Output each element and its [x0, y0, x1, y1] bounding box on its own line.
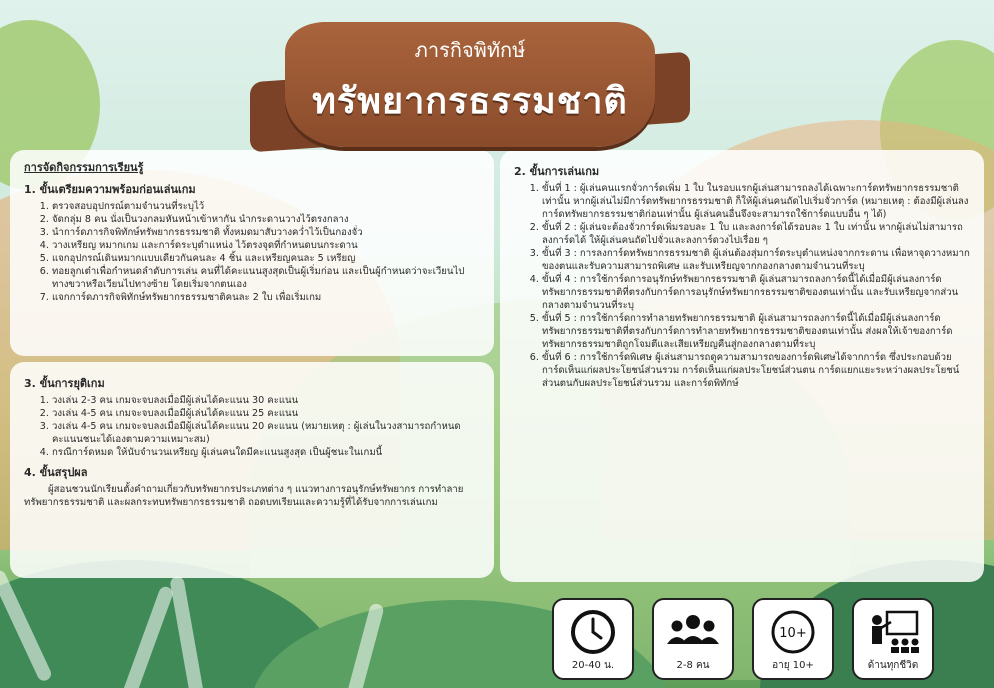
list-item: 7. แจกการ์ดภารกิจพิทักษ์ทรัพยากรธรรมชาติคนละ 2 ใบ เพื่อเริ่มเกม — [52, 291, 480, 304]
list-item: 5. ขั้นที่ 5 : การใช้การ์ดการทำลายทรัพยากรธรรมชาติ ผู้เล่นสามารถลงการ์ดนี้ได้เมื่อมีผู้เล่นลงการ์ดทรัพยากรธรรมชาติที่ตรงกับการ์ดการทำลายทรัพยากรธรรมชาติของตนเท่านั้น ส่งผลให้เจ้าของการ์ดทรัพยากรธรรมชาติถูกโจมตีและเสียเหรียญคืนสู่กองกลางตามที่ระบุ — [542, 312, 970, 351]
list-item: 3. ขั้นที่ 3 : การลงการ์ดทรัพยากรธรรมชาติ ผู้เล่นต้องสุ่มการ์ดระบุตำแหน่งจากกระดาน เพื่อหาจุดวางหมากของตนและรับความสามารถพิเศษ และรับเหรียญจากกองกลางตามจำนวนที่ระบุ — [542, 247, 970, 273]
info-cards — [552, 598, 934, 680]
title-banner — [250, 12, 690, 162]
list-item: 4. กรณีการ์ดหมด ให้นับจำนวนเหรียญ ผู้เล่นคนใดมีคะแนนสูงสุด เป็นผู้ชนะในเกมนี้ — [52, 446, 480, 459]
players-label: 2-8 คน — [676, 660, 710, 671]
age-label: อายุ 10+ — [772, 660, 814, 671]
list-item: 4. วางเหรียญ หมากเกม และการ์ดระบุตำแหน่ง ไว้ตรงจุดที่กำหนดบนกระดาน — [52, 239, 480, 252]
list-item: 1. วงเล่น 2-3 คน เกมจะจบลงเมื่อมีผู้เล่นได้คะแนน 30 คะแนน — [52, 394, 480, 407]
skill-card — [852, 598, 934, 680]
list-item: 5. แจกอุปกรณ์เดินหมากแบบเดียวกันคนละ 4 ชิ้น และเหรียญคนละ 5 เหรียญ — [52, 252, 480, 265]
ending-list — [24, 394, 480, 459]
banner-subtitle: ภารกิจพิทักษ์ — [414, 38, 526, 62]
age-icon — [754, 606, 832, 658]
list-item: 1. ขั้นที่ 1 : ผู้เล่นคนแรกจั่วการ์ดเพิ่ม 1 ใบ ในรอบแรกผู้เล่นสามารถลงได้เฉพาะการ์ดทรัพยากรธรรมชาติเท่านั้น หากผู้เล่นไม่มีการ์ดทรัพยากรธรรมชาติ ก็ให้ผู้เล่นคนถัดไปเริ่มจั่วการ์ด (หมายเหตุ : ต้องมีผู้เล่นลงการ์ดทรัพยากรธรรมชาติก่อนเท่านั้น ผู้เล่นคนอื่นจึงจะสามารถใช้การ์ดแบบอื่น ๆ ได้) — [542, 182, 970, 221]
panel-ending — [10, 362, 494, 578]
age-card — [752, 598, 834, 680]
list-item: 2. จัดกลุ่ม 8 คน นั่งเป็นวงกลมหันหน้าเข้าหากัน นำกระดานวางไว้ตรงกลาง — [52, 213, 480, 226]
summary-paragraph: ผู้สอนชวนนักเรียนตั้งคำถามเกี่ยวกับทรัพยากรประเภทต่าง ๆ แนวทางการอนุรักษ์ทรัพยากร การทำลายทรัพยากรธรรมชาติ และผลกระทบทรัพยากรธรรมชาติ ถอดบทเรียนและความรู้ที่ได้รับจากการเล่นเกม — [24, 484, 464, 508]
list-item: 4. ขั้นที่ 4 : การใช้การ์ดการอนุรักษ์ทรัพยากรธรรมชาติ ผู้เล่นสามารถลงการ์ดนี้ได้เมื่อมีผู้เล่นลงการ์ดทรัพยากรธรรมชาติที่ตรงกับการ์ดการอนุรักษ์ทรัพยากรธรรมชาติของตนเท่านั้น และรับเหรียญจากส่วนกลางตามจำนวนที่ระบุ — [542, 273, 970, 312]
list-item: 2. ขั้นที่ 2 : ผู้เล่นจะต้องจั่วการ์ดเพิ่มรอบละ 1 ใบ และลงการ์ดได้รอบละ 1 ใบ เท่านั้น หากผู้เล่นไม่สามารถลงการ์ดได้ ให้ผู้เล่นคนถัดไปจั่วและลงการ์ดวงไปเรื่อย ๆ — [542, 221, 970, 247]
section4-title: 4. ขั้นสรุปผล — [24, 466, 88, 479]
gameplay-list — [514, 182, 970, 390]
preparation-list — [24, 200, 480, 304]
list-item: 3. นำการ์ดภารกิจพิทักษ์ทรัพยากรธรรมชาติ ทั้งหมดมาสับวางคว่ำไว้เป็นกองจั่ว — [52, 226, 480, 239]
teacher-icon — [854, 606, 932, 658]
section1-title: 1. ขั้นเตรียมความพร้อมก่อนเล่นเกม — [24, 183, 196, 196]
age-badge-text: 10+ — [779, 626, 807, 641]
learning-activity-heading: การจัดกิจกรรมการเรียนรู้ — [24, 161, 144, 174]
list-item: 3. วงเล่น 4-5 คน เกมจะจบลงเมื่อมีผู้เล่นได้คะแนน 20 คะแนน (หมายเหตุ : ผู้เล่นในวงสามารถกำหนดคะแนนชนะได้เองตามความเหมาะสม) — [52, 420, 480, 446]
group-icon — [654, 606, 732, 658]
list-item: 2. วงเล่น 4-5 คน เกมจะจบลงเมื่อมีผู้เล่นได้คะแนน 25 คะแนน — [52, 407, 480, 420]
list-item: 6. ขั้นที่ 6 : การใช้การ์ดพิเศษ ผู้เล่นสามารถดูความสามารถของการ์ดพิเศษได้จากการ์ด ซึ่งประกอบด้วย การ์ดเห็นแก่ผลประโยชน์ส่วนรวม การ์ดเห็นแก่ผลประโยชน์ส่วนตน การ์ดแยกแยะระหว่างผลประโยชน์ส่วนตนกับผลประโยชน์ส่วนรวม และการ์ดพิทักษ์ — [542, 351, 970, 390]
section2-title: 2. ขั้นการเล่นเกม — [514, 165, 600, 178]
players-card — [652, 598, 734, 680]
clock-icon — [554, 606, 632, 658]
list-item: 1. ตรวจสอบอุปกรณ์ตามจำนวนที่ระบุไว้ — [52, 200, 480, 213]
duration-label: 20-40 น. — [571, 660, 615, 671]
section3-title: 3. ขั้นการยุติเกม — [24, 377, 105, 390]
panel-gameplay — [500, 150, 984, 582]
skill-label: ด้านทุกชีวิต — [867, 660, 919, 671]
duration-card — [552, 598, 634, 680]
list-item: 6. ทอยลูกเต๋าเพื่อกำหนดลำดับการเล่น คนที่ได้คะแนนสูงสุดเป็นผู้เริ่มก่อน และเป็นผู้กำหนดว่าจะเวียนไปทางขวาหรือเวียนไปทางซ้าย โดยเริ่มจากตนเอง — [52, 265, 480, 291]
panel-preparation — [10, 150, 494, 356]
banner-title: ทรัพยากรธรรมชาติ — [312, 80, 628, 122]
